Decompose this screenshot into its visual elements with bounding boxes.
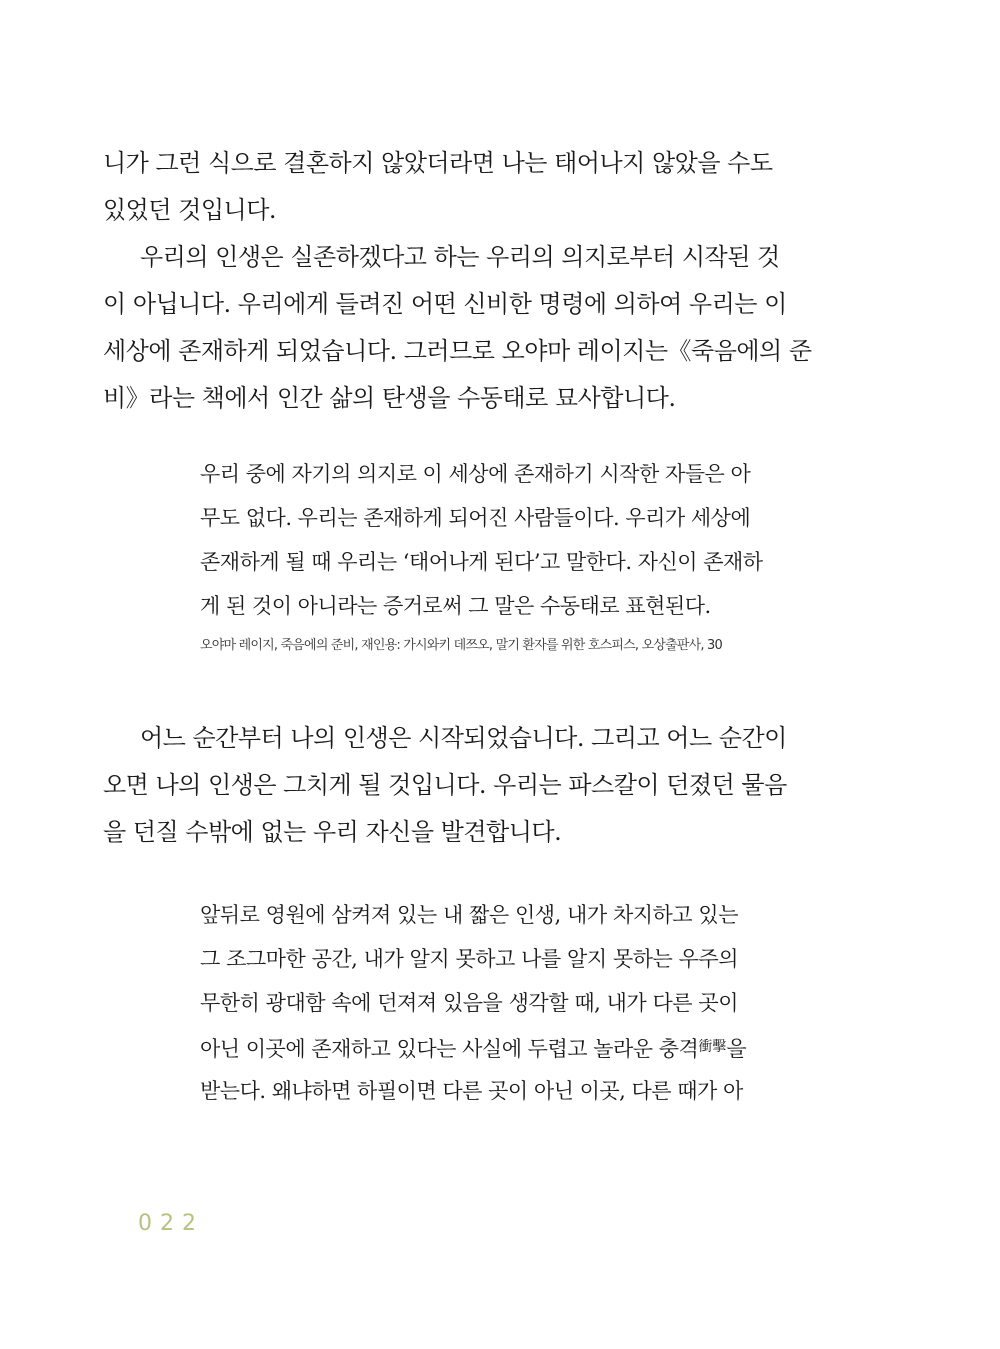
quote-text-line: 존재하게 될 때 우리는 ‘태어나게 된다’고 말한다. 자신이 존재하 bbox=[200, 550, 763, 574]
quote-text-line: 그 조그마한 공간, 내가 알지 못하고 나를 알지 못하는 우주의 bbox=[200, 947, 738, 971]
quote-citation: 오야마 레이지, 죽음에의 준비, 재인용: 가시와키 데쯔오, 말기 환자를 위한 호스피스, 오상출판사, 30 bbox=[200, 638, 722, 653]
quote-text-line: 무한히 광대함 속에 던져져 있음을 생각할 때, 내가 다른 곳이 bbox=[200, 991, 738, 1015]
body-text-line: 비》라는 책에서 인간 삶의 탄생을 수동태로 묘사합니다. bbox=[103, 384, 676, 412]
quote-text-line: 무도 없다. 우리는 존재하게 되어진 사람들이다. 우리가 세상에 bbox=[200, 506, 751, 530]
body-text-line: 우리의 인생은 실존하겠다고 하는 우리의 의지로부터 시작된 것 bbox=[140, 243, 780, 271]
body-text-line: 있었던 것입니다. bbox=[103, 196, 277, 224]
quote-text-segment: 아닌 이곳에 존재하고 있다는 사실에 두렵고 놀라운 충격 bbox=[200, 1037, 699, 1061]
body-text-line: 이 아닙니다. 우리에게 들려진 어떤 신비한 명령에 의하여 우리는 이 bbox=[103, 290, 787, 318]
body-text-line: 니가 그런 식으로 결혼하지 않았더라면 나는 태어나지 않았을 수도 bbox=[103, 149, 773, 177]
quote-text-line: 앞뒤로 영원에 삼켜져 있는 내 짧은 인생, 내가 차지하고 있는 bbox=[200, 903, 738, 927]
hanja-annotation: 衝擊 bbox=[698, 1039, 727, 1055]
body-text-line: 을 던질 수밖에 없는 우리 자신을 발견합니다. bbox=[103, 818, 562, 846]
quote-text-line: 게 된 것이 아니라는 증거로써 그 말은 수동태로 표현된다. bbox=[200, 594, 711, 618]
body-text-line: 오면 나의 인생은 그치게 될 것입니다. 우리는 파스칼이 던졌던 물음 bbox=[103, 771, 787, 799]
quote-text-segment: 을 bbox=[726, 1037, 747, 1061]
quote-text-line: 받는다. 왜냐하면 하필이면 다른 곳이 아닌 이곳, 다른 때가 아 bbox=[200, 1079, 743, 1103]
body-text-line: 세상에 존재하게 되었습니다. 그러므로 오야마 레이지는《죽음에의 준 bbox=[103, 337, 812, 365]
quote-text-line bbox=[200, 1029, 747, 1065]
quote-text-line: 우리 중에 자기의 의지로 이 세상에 존재하기 시작한 자들은 아 bbox=[200, 462, 751, 486]
page-number: 022 bbox=[138, 1211, 204, 1236]
body-text-line: 어느 순간부터 나의 인생은 시작되었습니다. 그리고 어느 순간이 bbox=[140, 724, 787, 752]
